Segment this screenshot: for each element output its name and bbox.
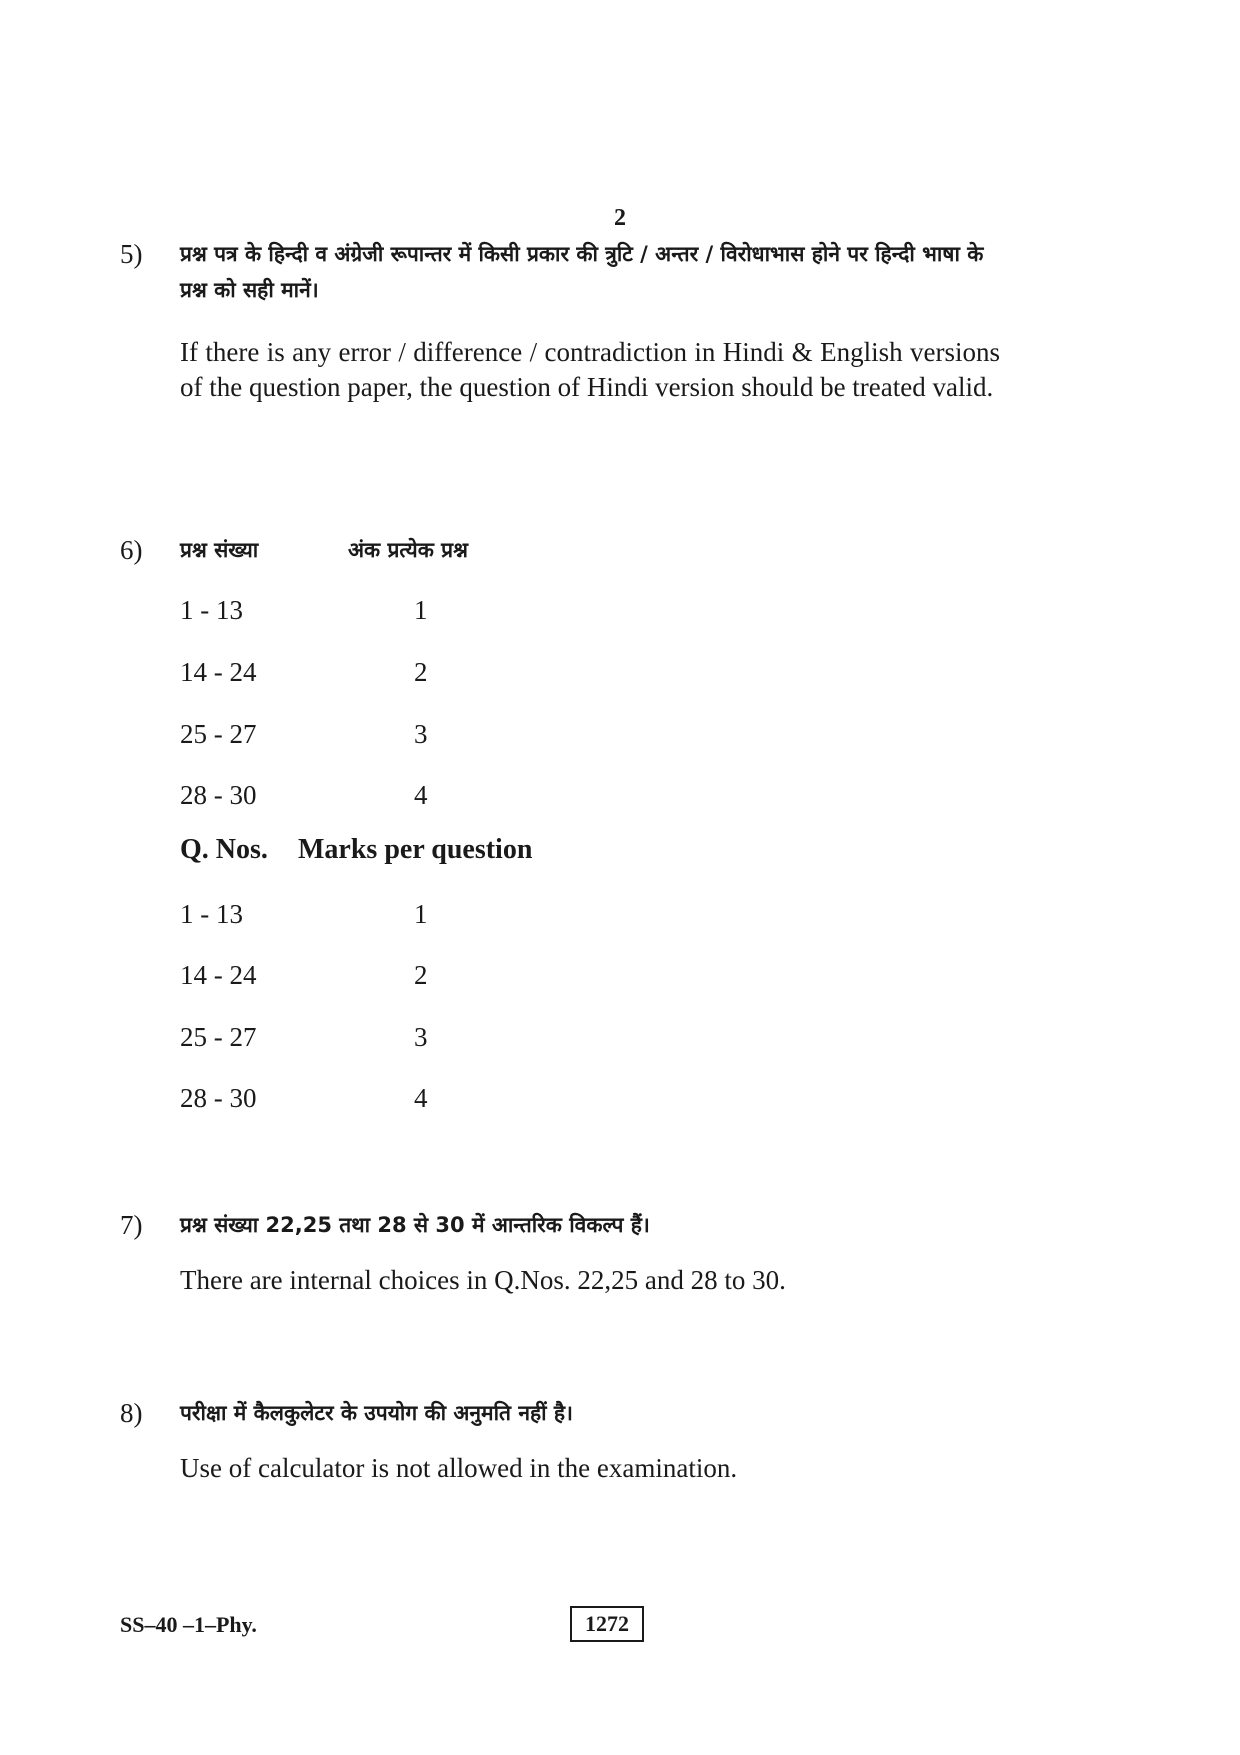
instruction-6: [120, 532, 1000, 1132]
qnos-cell: 25 - 27: [180, 1022, 257, 1052]
instruction-number: 6): [120, 535, 143, 565]
marks-cell: 4: [414, 780, 428, 810]
instruction-8: [120, 1395, 1000, 1495]
marks-cell: 3: [414, 719, 428, 749]
table-header-marks-hindi: अंक प्रत्येक प्रश्न: [348, 538, 468, 562]
marks-cell: 1: [414, 899, 428, 929]
paper-code: SS–40 –1–Phy.: [120, 1612, 257, 1637]
instruction-hindi-text: प्रश्न पत्र के हिन्दी व अंग्रेजी रूपान्तर में किसी प्रकार की त्रुटि / अन्तर / विरोधाभास होने पर हिन्दी भाषा के प्रश्न को सही मानें।: [180, 242, 984, 302]
qnos-cell: 25 - 27: [180, 719, 257, 749]
marks-table-english: [180, 832, 780, 1132]
instruction-hindi-text: प्रश्न संख्या 22,25 तथा 28 से 30 में आन्तरिक विकल्प हैं।: [180, 1213, 650, 1237]
page-code-box: 1272: [570, 1606, 644, 1642]
marks-cell: 2: [414, 960, 428, 990]
instruction-number: 8): [120, 1398, 143, 1428]
qnos-cell: 14 - 24: [180, 657, 257, 687]
instruction-english-text: Use of calculator is not allowed in the examination.: [180, 1453, 738, 1483]
marks-cell: 4: [414, 1083, 428, 1113]
qnos-cell: 1 - 13: [180, 899, 243, 929]
table-header-marks-english: Marks per question: [298, 834, 533, 865]
marks-cell: 1: [414, 595, 428, 625]
qnos-cell: 1 - 13: [180, 595, 243, 625]
table-header-qnos-english: Q. Nos.: [180, 834, 268, 865]
marks-cell: 2: [414, 657, 428, 687]
instruction-english-text: If there is any error / difference / contradiction in Hindi & English versions of the question paper, the question of Hindi version should be treated valid.: [180, 337, 1000, 402]
table-header-qnos-hindi: प्रश्न संख्या: [180, 538, 259, 562]
instruction-hindi-text: परीक्षा में कैलकुलेटर के उपयोग की अनुमति नहीं है।: [180, 1401, 573, 1425]
page-number: 2: [614, 205, 626, 231]
instruction-english-text: There are internal choices in Q.Nos. 22,25 and 28 to 30.: [180, 1265, 786, 1295]
instruction-7: [120, 1207, 1000, 1307]
qnos-cell: 14 - 24: [180, 960, 257, 990]
qnos-cell: 28 - 30: [180, 1083, 257, 1113]
marks-cell: 3: [414, 1022, 428, 1052]
instruction-number: 7): [120, 1210, 143, 1240]
qnos-cell: 28 - 30: [180, 780, 257, 810]
marks-table-hindi: [180, 532, 780, 822]
instruction-5: [120, 236, 1000, 436]
instruction-number: 5): [120, 239, 143, 269]
